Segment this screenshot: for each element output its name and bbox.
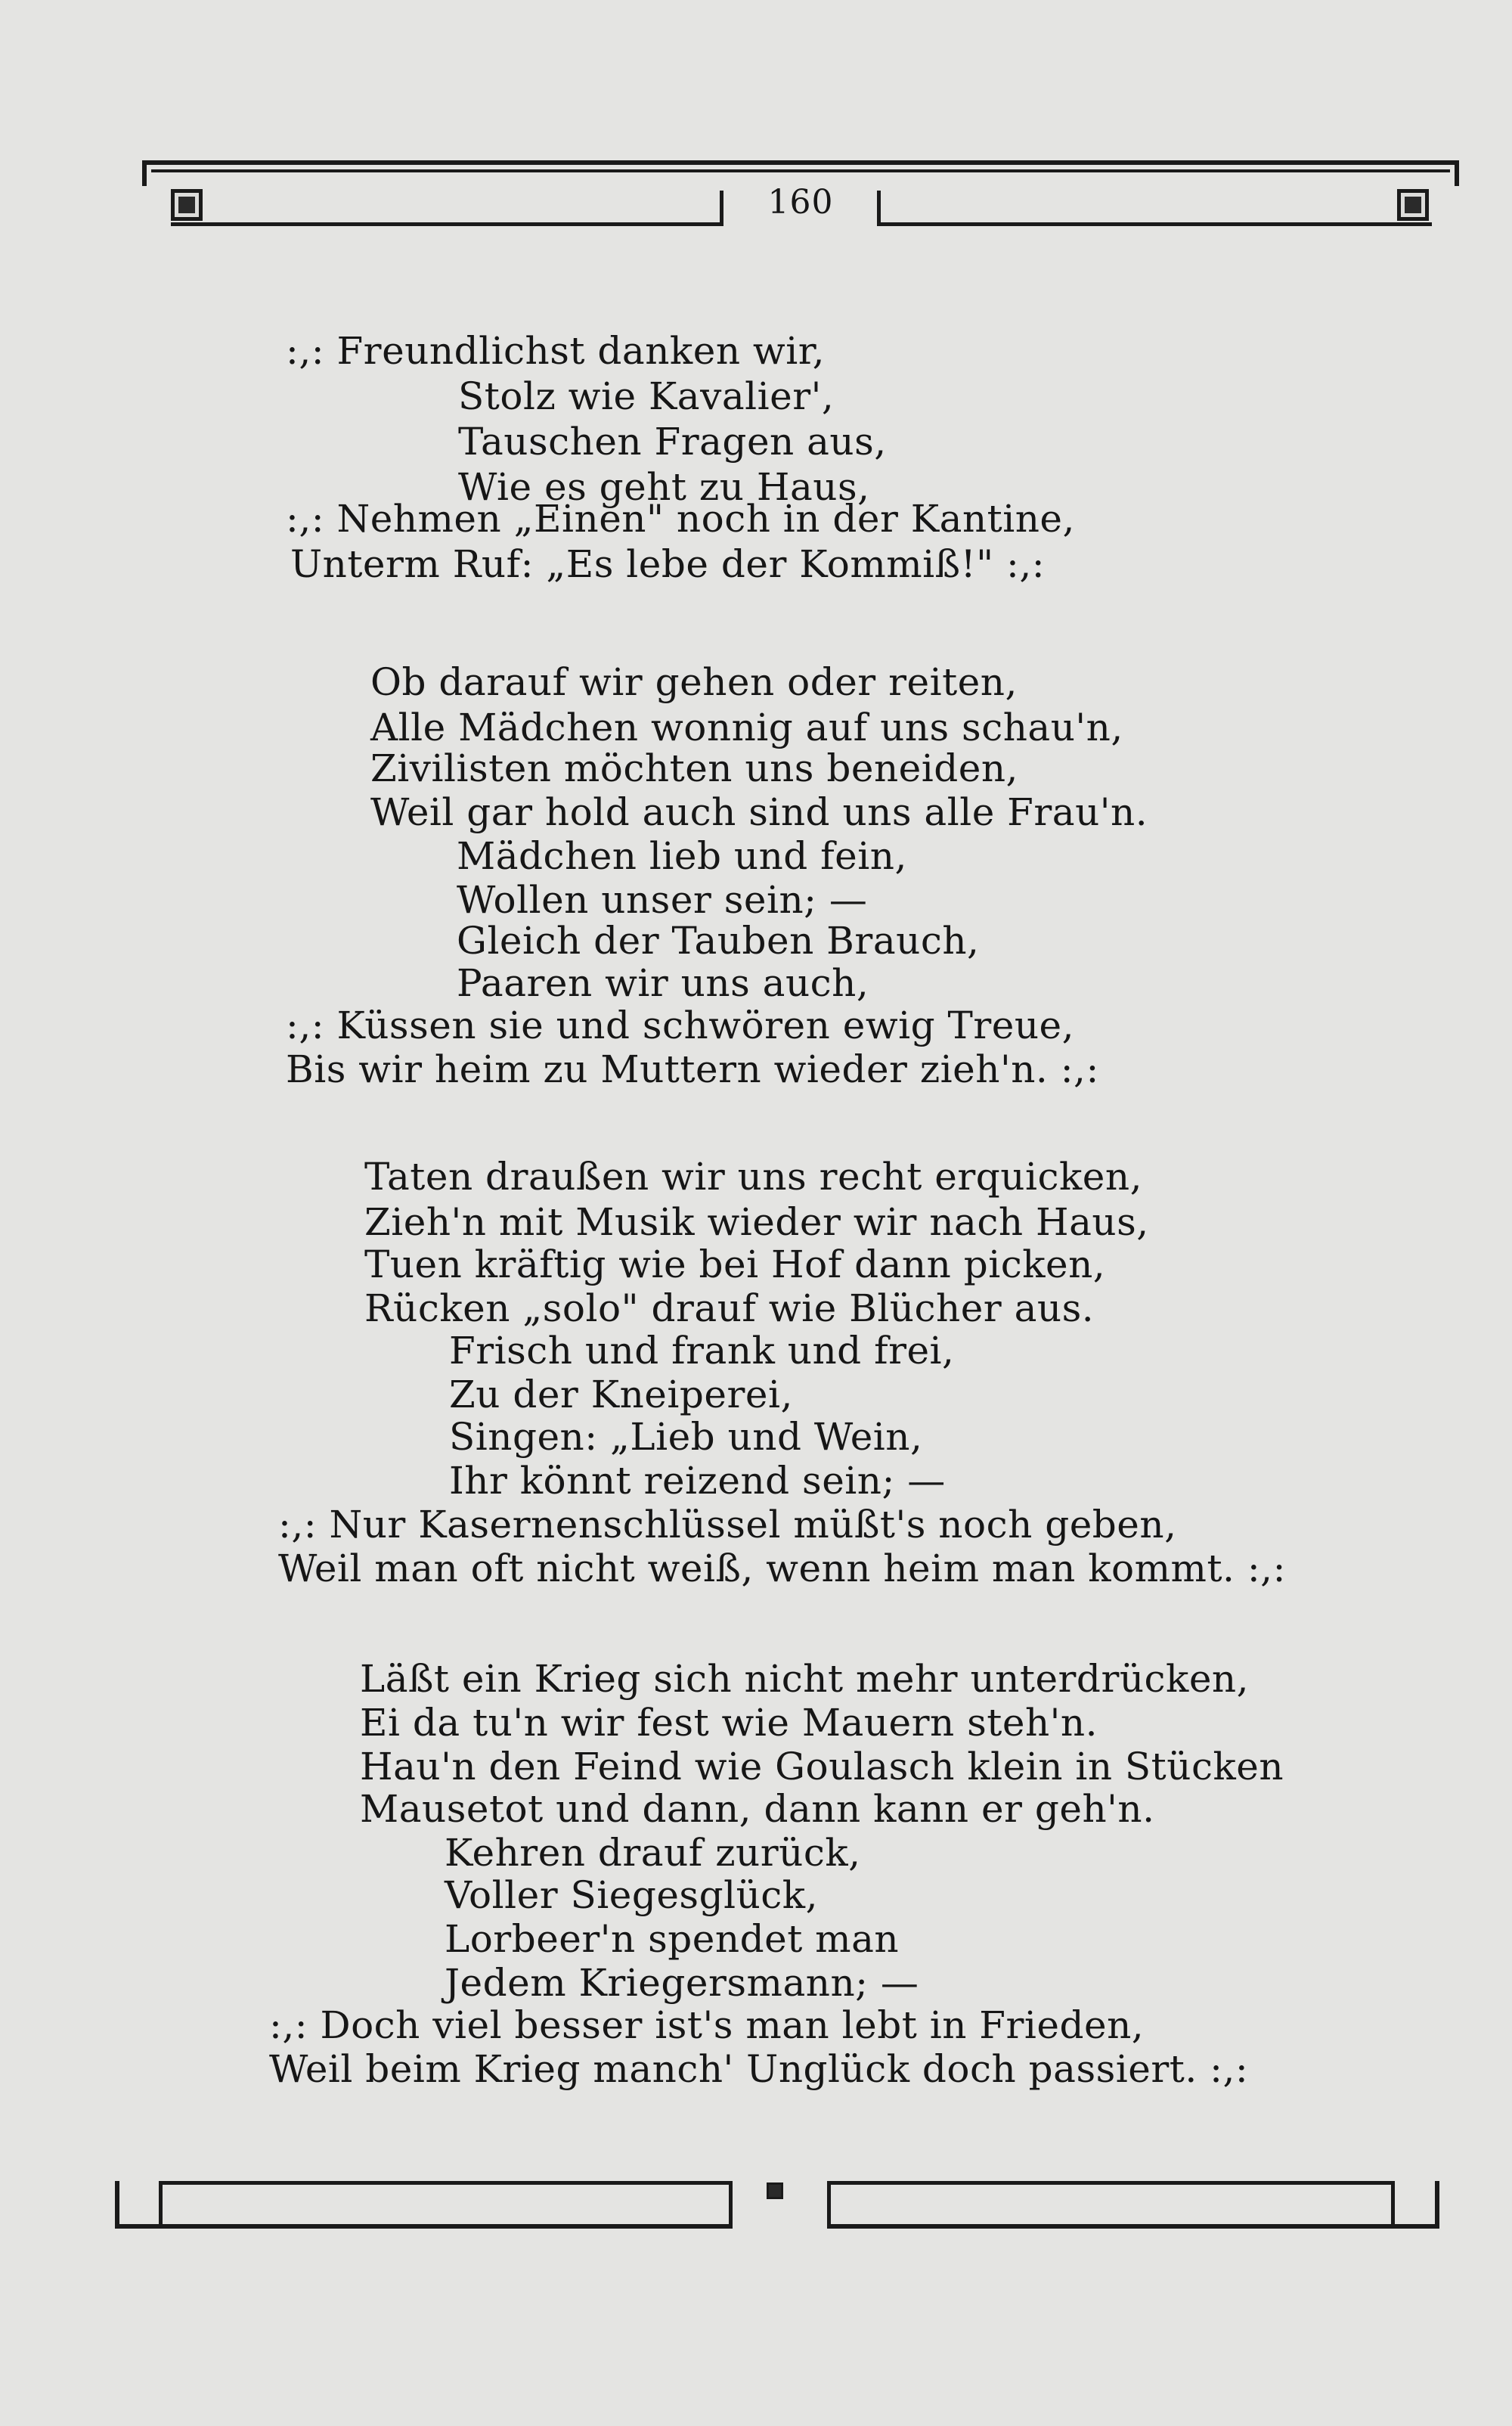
verse-line: Tuen kräftig wie bei Hof dann picken, — [364, 1242, 1106, 1286]
verse-line: Stolz wie Kavalier', — [458, 374, 835, 418]
footer-left-top-rule — [159, 2181, 732, 2185]
header-top-rule-inner — [151, 169, 1450, 172]
footer-right-inner-cap — [1391, 2181, 1395, 2228]
verse-line: Bis wir heim zu Muttern wieder zieh'n. :,: — [286, 1047, 1099, 1091]
header-left-square-ornament — [171, 189, 203, 221]
verse-line: Taten draußen wir uns recht erquicken, — [364, 1155, 1142, 1199]
footer-left-inner-cap — [159, 2181, 163, 2228]
verse-line: Mädchen lieb und fein, — [457, 834, 907, 878]
verse-line: Mausetot und dann, dann kann er geh'n. — [360, 1787, 1155, 1831]
verse-line: Alle Mädchen wonnig auf uns schau'n, — [370, 706, 1123, 749]
verse-line: Lorbeer'n spendet man — [445, 1917, 900, 1961]
verse-line: Wie es geht zu Haus, — [458, 465, 870, 509]
verse-line: :,: Nur Kasernenschlüssel müßt's noch geben, — [278, 1503, 1177, 1546]
verse-line: :,: Freundlichst danken wir, — [286, 329, 825, 373]
verse-line: Rücken „solo" drauf wie Blücher aus. — [364, 1286, 1095, 1330]
verse-line: Gleich der Tauben Brauch, — [457, 919, 980, 963]
verse-line: Zieh'n mit Musik wieder wir nach Haus, — [364, 1200, 1149, 1244]
footer-right-divider — [827, 2181, 831, 2228]
verse-line: Ei da tu'n wir fest wie Mauern steh'n. — [360, 1701, 1098, 1745]
verse-line: Voller Siegesglück, — [445, 1873, 818, 1917]
footer-left-base-rule — [115, 2224, 733, 2229]
verse-line: Wollen unser sein; — — [457, 878, 868, 922]
verse-line: Zivilisten möchten uns beneiden, — [370, 746, 1018, 790]
footer-right-base-rule — [827, 2224, 1439, 2229]
footer-left-divider — [729, 2181, 733, 2228]
verse-line: Weil man oft nicht weiß, wenn heim man kommt. :,: — [278, 1546, 1286, 1590]
header-top-rule — [142, 160, 1459, 165]
header-right-square-ornament — [1397, 189, 1429, 221]
verse-line: :,: Nehmen „Einen" noch in der Kantine, — [286, 497, 1075, 541]
footer-right-top-rule — [827, 2181, 1394, 2185]
footer-left-cap — [115, 2181, 119, 2228]
verse-line: :,: Doch viel besser ist's man lebt in Frieden, — [269, 2003, 1145, 2047]
header-left-cap — [142, 160, 147, 186]
verse-line: Frisch und frank und frei, — [449, 1329, 955, 1373]
header-right-cap — [1455, 160, 1459, 186]
header-right-base-rule — [877, 222, 1432, 226]
verse-line: Jedem Kriegersmann; — — [445, 1961, 919, 2005]
page-number: 160 — [767, 183, 834, 222]
verse-line: Weil beim Krieg manch' Unglück doch passiert. :,: — [269, 2047, 1249, 2091]
verse-line: Kehren drauf zurück, — [445, 1831, 861, 1875]
verse-line: Läßt ein Krieg sich nicht mehr unterdrücken, — [360, 1657, 1250, 1701]
footer-center-square-ornament — [767, 2182, 783, 2199]
header-left-divider — [720, 191, 723, 226]
verse-line: Zu der Kneiperei, — [449, 1373, 793, 1416]
verse-line: Singen: „Lieb und Wein, — [449, 1415, 923, 1459]
verse-line: Tauschen Fragen aus, — [458, 420, 887, 464]
verse-line: Paaren wir uns auch, — [457, 961, 869, 1005]
verse-line: :,: Küssen sie und schwören ewig Treue, — [286, 1004, 1075, 1047]
verse-line: Ihr könnt reizend sein; — — [449, 1459, 946, 1503]
verse-line: Unterm Ruf: „Es lebe der Kommiß!" :,: — [290, 542, 1046, 586]
verse-line: Hau'n den Feind wie Goulasch klein in Stücken — [360, 1745, 1284, 1788]
header-right-divider — [877, 191, 881, 226]
footer-right-cap — [1435, 2181, 1439, 2228]
verse-line: Weil gar hold auch sind uns alle Frau'n. — [370, 790, 1148, 834]
verse-line: Ob darauf wir gehen oder reiten, — [370, 660, 1018, 704]
header-left-base-rule — [171, 222, 723, 226]
